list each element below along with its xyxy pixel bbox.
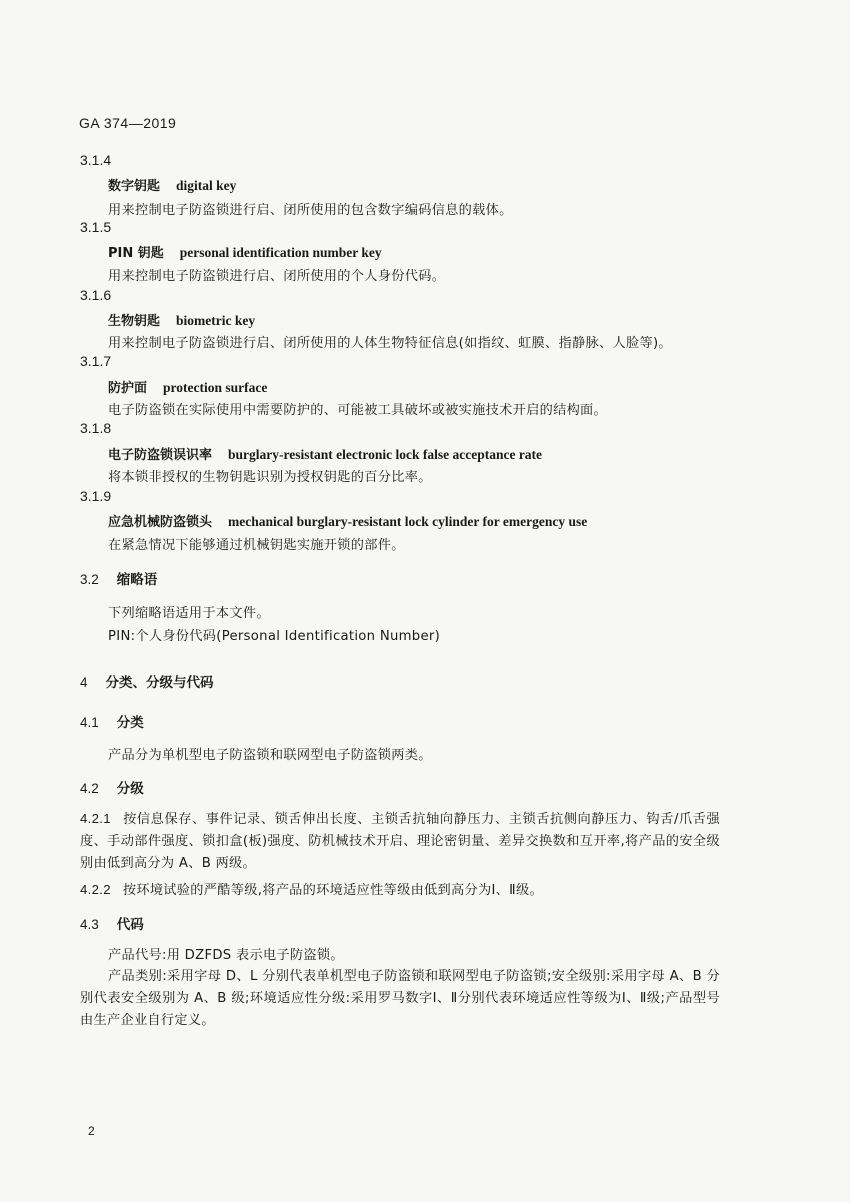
- standard-number: GA 374—2019: [79, 115, 177, 131]
- section-text: 下列缩略语适用于本文件。: [108, 606, 270, 621]
- term-en: personal identification number key: [179, 245, 382, 260]
- term-number: 3.1.7: [80, 353, 112, 369]
- section-heading-4: 4 分类、分级与代码: [80, 675, 214, 691]
- term-heading: [108, 310, 255, 329]
- term-en: burglary-resistant electronic lock false acceptance rate: [228, 447, 543, 462]
- term-heading: [108, 242, 382, 261]
- term-heading: [108, 444, 542, 463]
- term-number: 3.1.6: [80, 287, 112, 303]
- term-heading: [108, 511, 587, 530]
- term-number: 3.1.9: [80, 488, 112, 504]
- term-zh: 生物钥匙: [108, 314, 161, 329]
- term-definition: 将本锁非授权的生物钥匙识别为授权钥匙的百分比率。: [108, 470, 432, 485]
- term-heading: [108, 175, 236, 194]
- term-zh: 数字钥匙: [108, 179, 161, 194]
- term-zh: 应急机械防盗锁头: [108, 515, 213, 530]
- term-definition: 用来控制电子防盗锁进行启、闭所使用的个人身份代码。: [108, 269, 446, 284]
- term-zh: 电子防盗锁误识率: [108, 448, 213, 463]
- term-en: mechanical burglary-resistant lock cylinder for emergency use: [228, 514, 588, 529]
- term-definition: 电子防盗锁在实际使用中需要防护的、可能被工具破坏或被实施技术开启的结构面。: [108, 403, 608, 418]
- section-paragraph: 产品类别:采用字母 D、L 分别代表单机型电子防盗锁和联网型电子防盗锁;安全级别:采用字母 A、B 分别代表安全级别为 A、B 级;环境适应性分级:采用罗马数字Ⅰ、Ⅱ分别代表环境适应性等级为Ⅰ、Ⅱ级;产品型号由生产企业自行定义。: [80, 969, 720, 1028]
- section-text: 产品代号:用 DZFDS 表示电子防盗锁。: [108, 948, 344, 963]
- section-heading-4-1: 4.1 分类: [80, 715, 144, 731]
- term-number: 3.1.4: [80, 152, 112, 168]
- term-en: protection surface: [163, 380, 268, 395]
- term-heading: [108, 377, 267, 396]
- term-zh: 防护面: [108, 381, 148, 396]
- section-heading-4-2: 4.2 分级: [80, 781, 144, 797]
- clause-4-2-1: 4.2.1 按信息保存、事件记录、锁舌伸出长度、主锁舌抗轴向静压力、主锁舌抗侧向静压力、钩舌/爪舌强度、手动部件强度、锁扣盒(板)强度、防机械技术开启、理论密钥量、差异交换数和互开率,将产品的安全级别由低到高分为 A、B 两级。: [80, 811, 720, 871]
- term-number: 3.1.8: [80, 420, 112, 436]
- term-definition: 用来控制电子防盗锁进行启、闭所使用的人体生物特征信息(如指纹、虹膜、指静脉、人脸等)。: [108, 336, 672, 351]
- term-en: digital key: [176, 178, 237, 193]
- term-zh: PIN 钥匙: [108, 246, 164, 261]
- section-text: 产品分为单机型电子防盗锁和联网型电子防盗锁两类。: [108, 748, 432, 763]
- clause-4-2-2: 4.2.2 按环境试验的严酷等级,将产品的环境适应性等级由低到高分为Ⅰ、Ⅱ级。: [80, 882, 543, 898]
- section-heading-3-2: 3.2 缩略语: [80, 572, 158, 588]
- term-number: 3.1.5: [80, 219, 112, 235]
- term-en: biometric key: [176, 313, 256, 328]
- term-definition: 用来控制电子防盗锁进行启、闭所使用的包含数字编码信息的载体。: [108, 203, 513, 218]
- page-number: 2: [88, 1124, 95, 1138]
- section-heading-4-3: 4.3 代码: [80, 917, 144, 933]
- abbreviation-line: PIN:个人身份代码(Personal Identification Number): [108, 629, 441, 644]
- term-definition: 在紧急情况下能够通过机械钥匙实施开锁的部件。: [108, 538, 405, 553]
